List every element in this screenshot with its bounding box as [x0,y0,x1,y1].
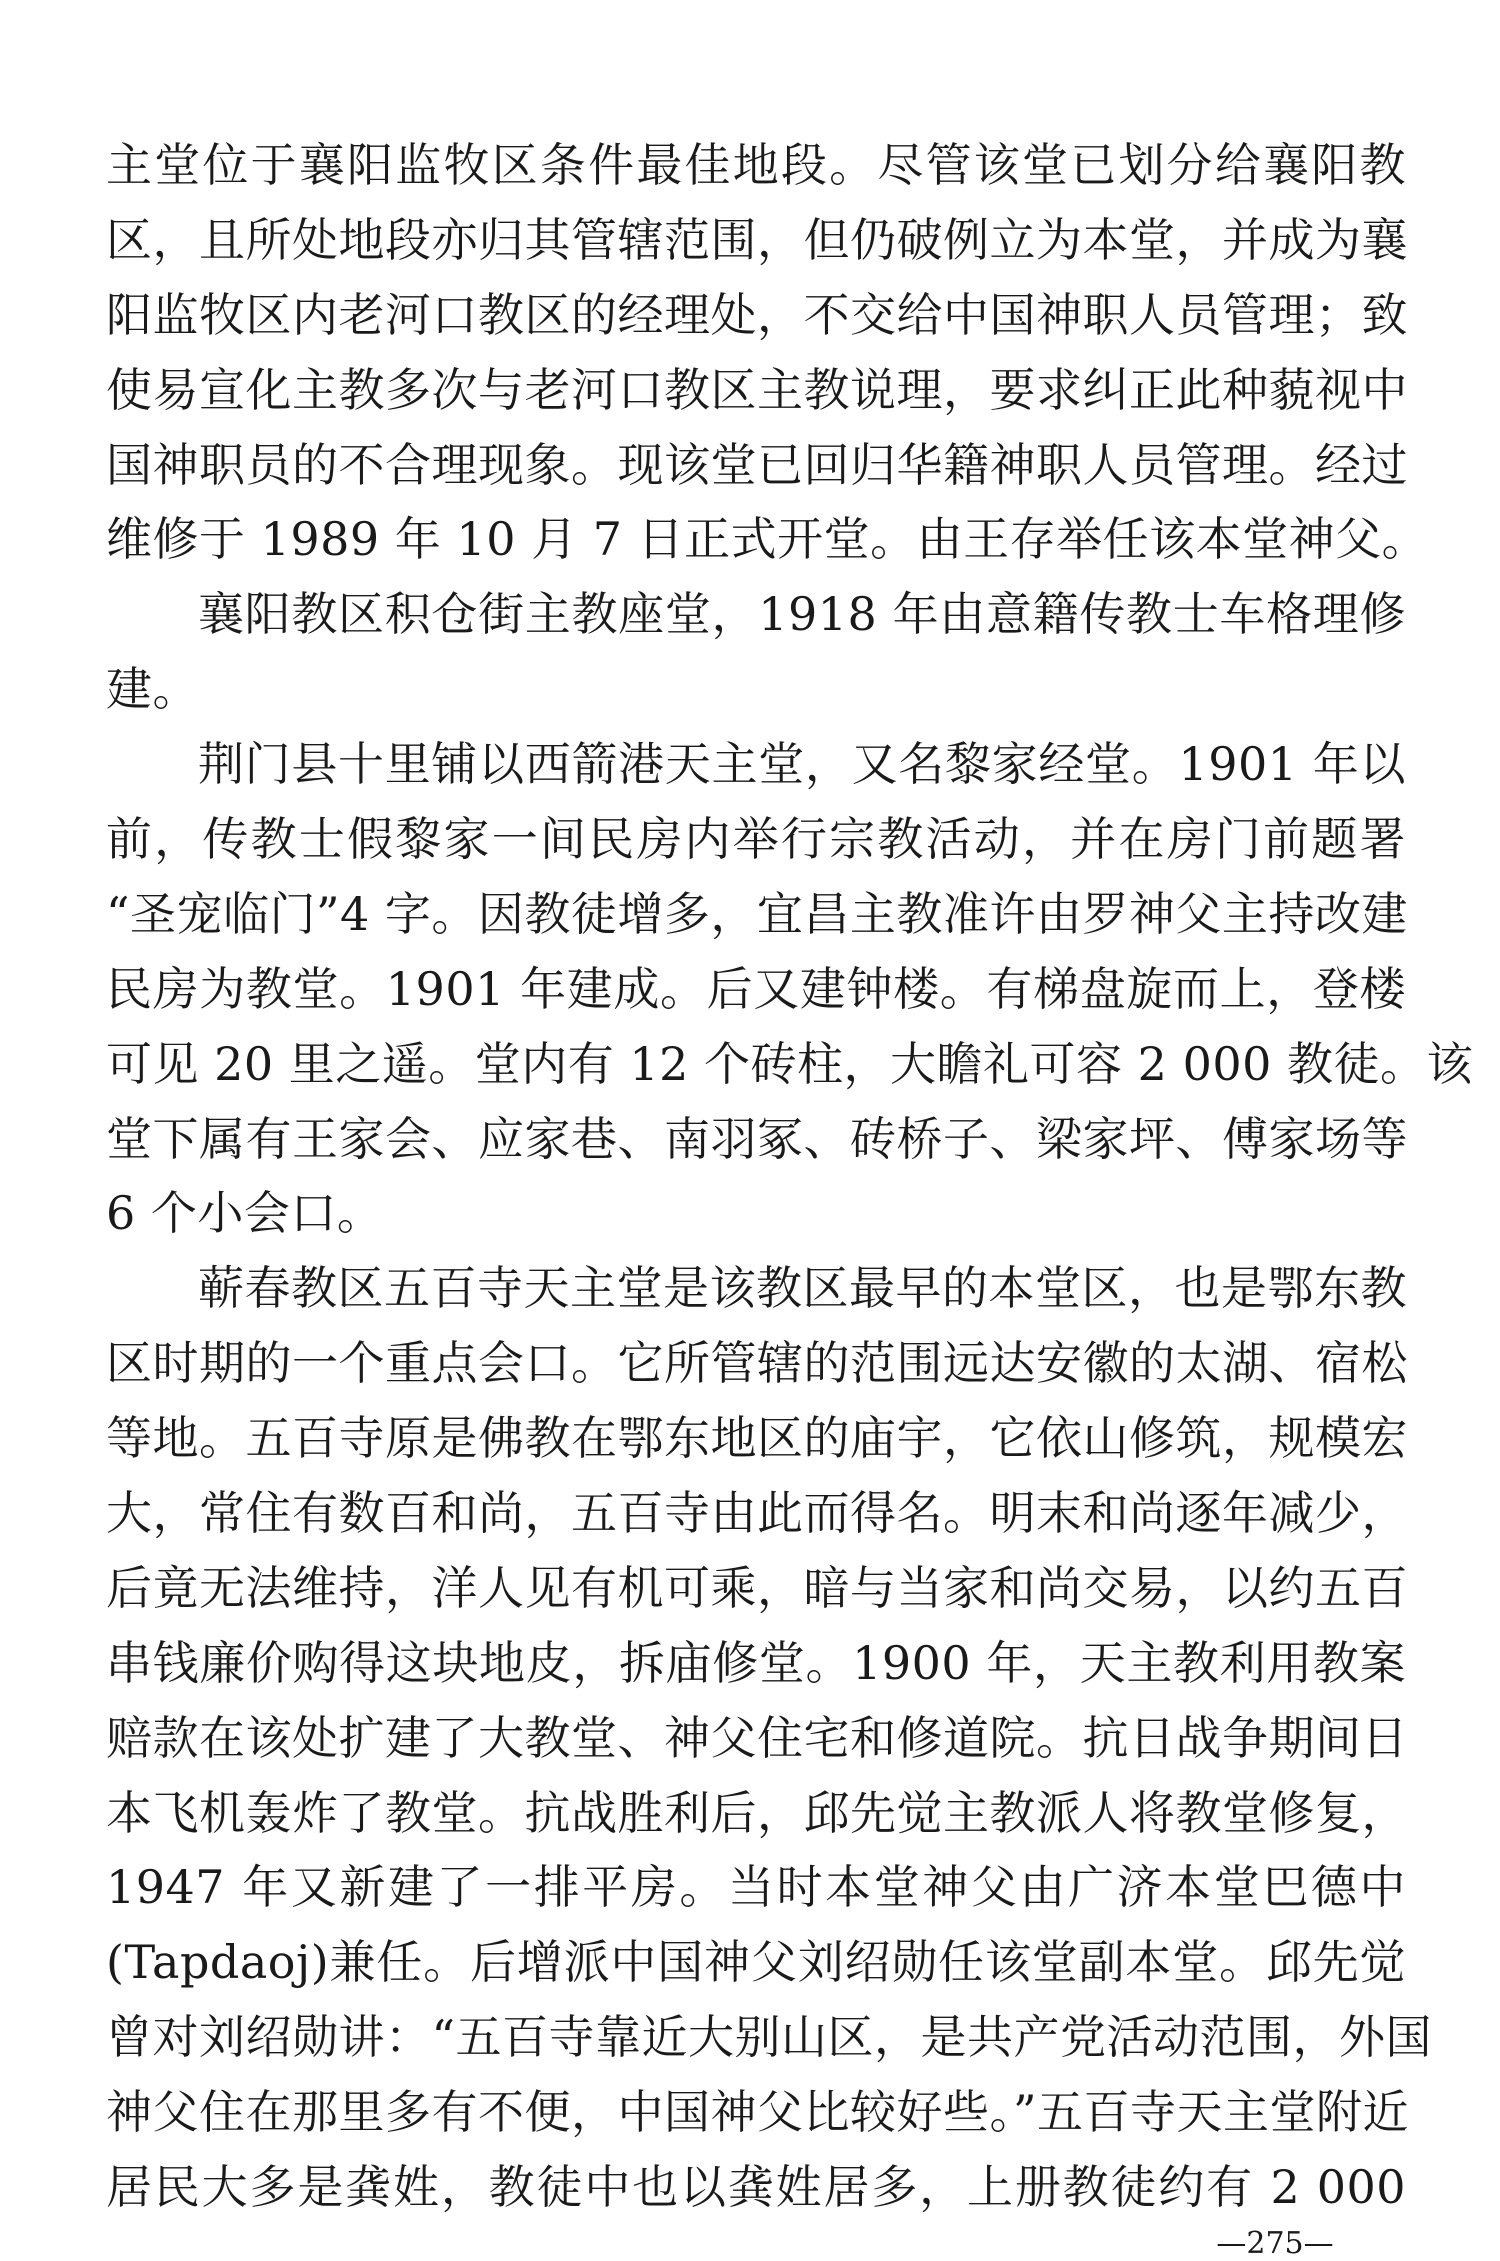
text-line: 串钱廉价购得这块地皮，拆庙修堂。1900 年，天主教利用教案 [106,1635,1406,1690]
paragraph-start-line: 襄阳教区积仓街主教座堂，1918 年由意籍传教士车格理修 [198,587,1406,642]
body-text [106,128,1473,2225]
text-line: 维修于 1989 年 10 月 7 日正式开堂。由王存举任该本堂神父。 [106,512,1429,567]
text-line: “圣宠临门”4 字。因教徒增多，宜昌主教准许由罗神父主持改建 [106,886,1408,941]
text-line: 区，且所处地段亦归其管辖范围，但仍破例立为本堂，并成为襄 [106,212,1408,267]
text-line: 前，传教士假黎家一间民房内举行宗教活动，并在房门前题署 [106,812,1406,867]
page-number: —275— [1216,2226,1334,2261]
text-line: 国神职员的不合理现象。现该堂已回归华籍神职人员管理。经过 [106,437,1408,492]
text-line: 建。 [106,662,199,717]
text-line: 堂下属有王家会、应家巷、南羽冢、砖桥子、梁家坪、傅家场等 [106,1111,1408,1166]
text-line: 本飞机轰炸了教堂。抗战胜利后，邱先觉主教派人将教堂修复， [106,1785,1408,1840]
paragraph-start-line: 蕲春教区五百寺天主堂是该教区最早的本堂区，也是鄂东教 [198,1261,1407,1316]
text-line: 可见 20 里之遥。堂内有 12 个砖柱，大瞻礼可容 2 000 教徒。该 [106,1036,1473,1091]
text-line: 后竟无法维持，洋人见有机可乘，暗与当家和尚交易，以约五百 [106,1560,1408,1615]
text-line: 1947 年又新建了一排平房。当时本堂神父由广济本堂巴德中 [106,1860,1406,1915]
paragraph-start-line: 荆门县十里铺以西箭港天主堂，又名黎家经堂。1901 年以 [198,737,1406,792]
text-line: 区时期的一个重点会口。它所管辖的范围远达安徽的太湖、宿松 [106,1336,1408,1391]
text-line: 曾对刘绍勋讲：“五百寺靠近大别山区，是共产党活动范围，外国 [106,2010,1433,2065]
text-line: 神父住在那里多有不便，中国神父比较好些。”五百寺天主堂附近 [106,2085,1410,2140]
text-line: 6 个小会口。 [106,1186,384,1241]
text-line: 赔款在该处扩建了大教堂、神父住宅和修道院。抗日战争期间日 [106,1710,1408,1765]
text-line: 使易宣化主教多次与老河口教区主教说理，要求纠正此种藐视中 [106,362,1408,417]
text-line: 阳监牧区内老河口教区的经理处，不交给中国神职人员管理；致 [106,287,1408,342]
text-line: 大，常住有数百和尚，五百寺由此而得名。明末和尚逐年减少， [106,1486,1408,1541]
text-line: 民房为教堂。1901 年建成。后又建钟楼。有梯盘旋而上，登楼 [106,961,1406,1016]
text-line: (Tapdaoj)兼任。后增派中国神父刘绍勋任该堂副本堂。邱先觉 [106,1935,1406,1990]
text-line: 等地。五百寺原是佛教在鄂东地区的庙宇，它依山修筑，规模宏 [106,1411,1408,1466]
text-line: 居民大多是龚姓，教徒中也以龚姓居多，上册教徒约有 2 000 [106,2160,1406,2215]
text-line: 主堂位于襄阳监牧区条件最佳地段。尽管该堂已划分给襄阳教 [106,138,1406,192]
